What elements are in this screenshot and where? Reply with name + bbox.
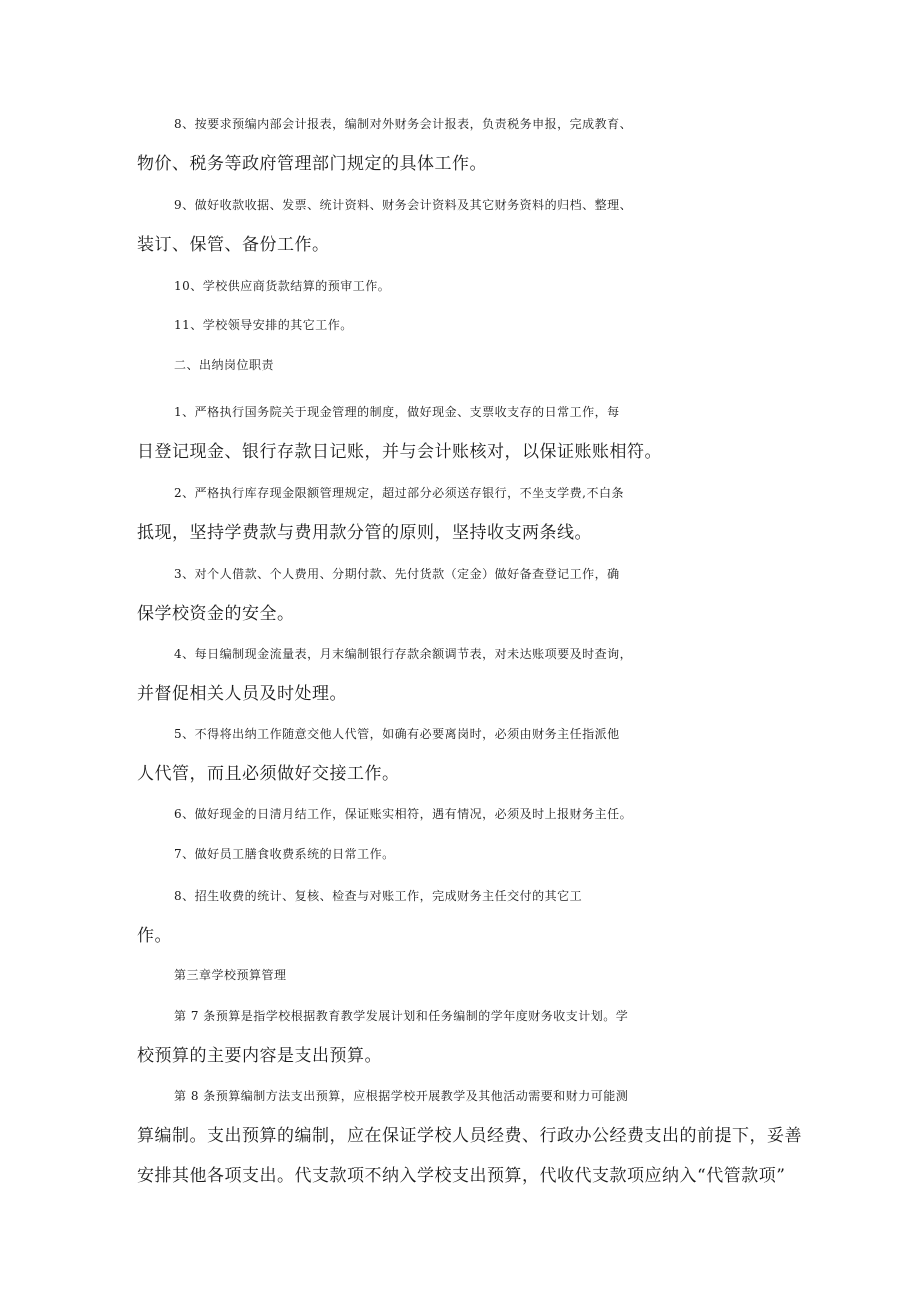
text-line: 校预算的主要内容是支出预算。 — [137, 1046, 382, 1066]
text-line: 1、严格执行国务院关于现金管理的制度，做好现金、支票收支存的日常工作，每 — [174, 405, 620, 419]
paragraph-cashier-duty-1 — [137, 392, 803, 472]
section-heading-cashier — [137, 345, 803, 385]
text-line: 第 8 条预算编制方法支出预算，应根据学校开展教学及其他活动需要和财力可能测 — [174, 1089, 629, 1103]
text-line: 3、对个人借款、个人费用、分期付款、先付货款（定金）做好备查登记工作，确 — [174, 567, 620, 581]
paragraph-article-7 — [137, 996, 803, 1076]
paragraph-finance-duty-10 — [137, 266, 803, 306]
paragraph-cashier-duty-2 — [137, 473, 803, 553]
text-line: 第 7 条预算是指学校根据教育教学发展计划和任务编制的学年度财务收支计划。学 — [174, 1009, 629, 1023]
text-line: 2、严格执行库存现金限额管理规定，超过部分必须送存银行，不坐支学费,不白条 — [174, 486, 624, 500]
paragraph-finance-duty-8 — [137, 104, 803, 184]
text-line: 8、招生收费的统计、复核、检查与对账工作，完成财务主任交付的其它工 — [174, 889, 583, 903]
text-line: 5、不得将出纳工作随意交他人代管，如确有必要离岗时，必须由财务主任指派他 — [174, 727, 620, 741]
text-line: 作。 — [137, 926, 172, 946]
paragraph-cashier-duty-6 — [137, 794, 803, 834]
paragraph-article-8 — [137, 1076, 803, 1196]
text-line: 9、做好收款收据、发票、统计资料、财务会计资料及其它财务资料的归档、整理、 — [174, 198, 633, 212]
paragraph-cashier-duty-4 — [137, 634, 803, 714]
text-line: 8、按要求预编内部会计报表，编制对外财务会计报表，负责税务申报，完成教育、 — [174, 117, 633, 131]
text-line: 7、做好员工膳食收费系统的日常工作。 — [174, 847, 395, 861]
paragraph-finance-duty-11 — [137, 305, 803, 345]
text-line: 日登记现金、银行存款日记账，并与会计账核对，以保证账账相符。 — [137, 442, 662, 462]
text-line: 算编制。支出预算的编制，应在保证学校人员经费、行政办公经费支出的前提下，妥善 — [137, 1126, 802, 1146]
text-line: 装订、保管、备份工作。 — [137, 235, 330, 255]
text-line: 人代管，而且必须做好交接工作。 — [137, 764, 400, 784]
paragraph-cashier-duty-3 — [137, 554, 803, 634]
text-line: 安排其他各项支出。代支款项不纳入学校支出预算，代收代支款项应纳入“代管款项” — [137, 1166, 786, 1186]
text-line: 4、每日编制现金流量表，月末编制银行存款余额调节表，对未达账项要及时查询， — [174, 647, 633, 661]
heading-text: 二、出纳岗位职责 — [174, 358, 275, 372]
heading-text: 第三章学校预算管理 — [174, 968, 287, 982]
paragraph-cashier-duty-8 — [137, 876, 803, 956]
text-line: 10、学校供应商货款结算的预审工作。 — [174, 279, 391, 293]
text-line: 6、做好现金的日清月结工作，保证账实相符，遇有情况，必须及时上报财务主任。 — [174, 807, 633, 821]
text-line: 物价、税务等政府管理部门规定的具体工作。 — [137, 154, 487, 174]
paragraph-cashier-duty-7 — [137, 834, 803, 874]
text-line: 抵现，坚持学费款与费用款分管的原则，坚持收支两条线。 — [137, 523, 592, 543]
chapter-heading-budget — [137, 955, 803, 995]
paragraph-finance-duty-9 — [137, 185, 803, 265]
text-line: 保学校资金的安全。 — [137, 604, 295, 624]
text-line: 并督促相关人员及时处理。 — [137, 684, 347, 704]
text-line: 11、学校领导安排的其它工作。 — [174, 318, 353, 332]
paragraph-cashier-duty-5 — [137, 714, 803, 794]
